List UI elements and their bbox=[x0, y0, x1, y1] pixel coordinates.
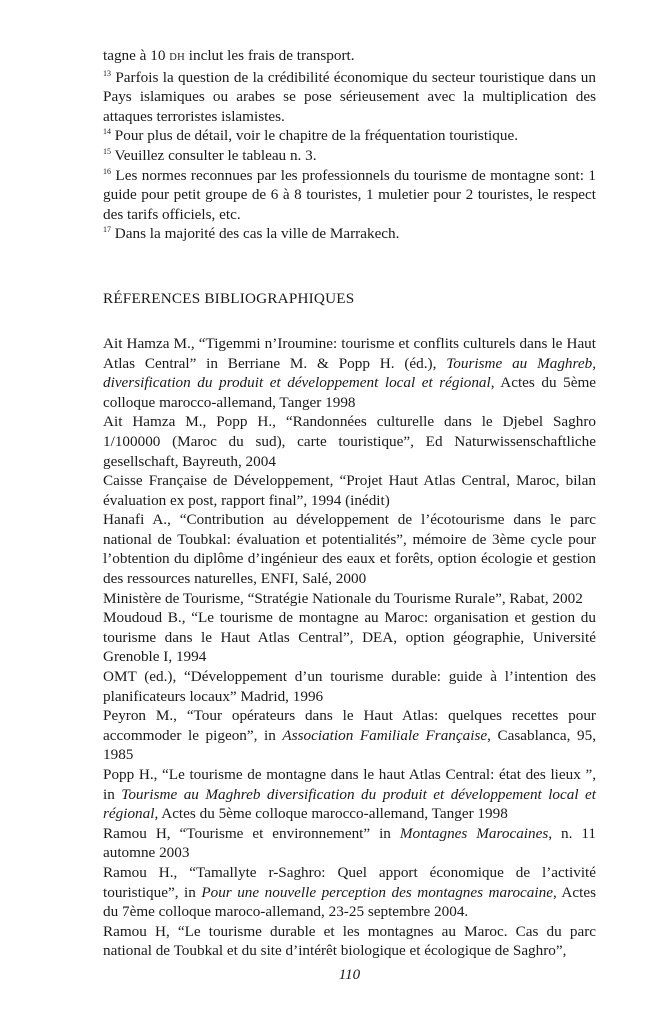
section-heading: RÉFERENCES BIBLIOGRAPHIQUES bbox=[103, 289, 355, 307]
footnote bbox=[103, 68, 596, 127]
text-run: Ministère de Tourisme, “Stratégie Nationale du Tourisme Rurale”, Rabat, 2002 bbox=[103, 589, 583, 607]
text-run: Moudoud B., “Le tourisme de montagne au Maroc: organisation et gestion du tourisme dans le Haut Atlas Central”, DEA, option géographie, Université Grenoble I, 1994 bbox=[103, 609, 596, 666]
footnote-number: 16 bbox=[103, 166, 111, 176]
text-run: Dans la majorité des cas la ville de Marrakech. bbox=[111, 225, 400, 243]
text-run: Ramou H, “Tourisme et environnement” in bbox=[103, 824, 400, 842]
bibliography-entry bbox=[103, 608, 596, 667]
footnote-number: 15 bbox=[103, 146, 111, 156]
bibliography-entry bbox=[103, 863, 596, 922]
bibliography-entry bbox=[103, 922, 596, 961]
footnote-number: 13 bbox=[103, 68, 111, 78]
footnotes bbox=[103, 46, 596, 244]
italic-title: Montagnes Marocaines bbox=[399, 824, 549, 842]
bibliography-entry bbox=[103, 334, 596, 412]
italic-title: Pour une nouvelle perception des montagnes marocaine bbox=[201, 883, 553, 901]
text-run: Peyron M., “Tour opérateurs dans le Haut Atlas: quelques recettes pour accommoder le pigeon”, in bbox=[103, 707, 596, 744]
text-run: inclut les frais de transport. bbox=[184, 47, 355, 64]
text-run: DH bbox=[169, 52, 185, 63]
text-run: Les normes reconnues par les professionnels du tourisme de montagne sont: 1 guide pour petit groupe de 6 à 8 touristes, 1 muletier pour 2 touristes, le respect des tarifs officiels, etc. bbox=[103, 166, 596, 223]
text-run: Pour plus de détail, voir le chapitre de la fréquentation touristique. bbox=[111, 127, 518, 145]
bibliography-entry bbox=[103, 589, 596, 609]
text-run: Popp H., “Le tourisme de montagne dans le haut Atlas Central: état des lieux ”, in bbox=[103, 766, 596, 803]
bibliography-entry bbox=[103, 412, 596, 471]
footnote bbox=[103, 224, 596, 244]
footnote bbox=[103, 46, 596, 68]
text-run: Caisse Française de Développement, “Projet Haut Atlas Central, Maroc, bilan évaluation ex post, rapport final”, 1994 (inédit) bbox=[103, 472, 596, 509]
text-run: Veuillez consulter le tableau n. 3. bbox=[111, 146, 317, 164]
footnote bbox=[103, 146, 596, 166]
text-run: , n. 11 automne 2003 bbox=[103, 824, 596, 862]
bibliography-entry bbox=[103, 824, 596, 863]
text-run: Ramou H., “Tamallyte r-Saghro: Quel apport économique de l’activité touristique”, in bbox=[103, 863, 596, 901]
italic-title: Tourisme au Maghreb, diversification du produit et développement local et régional bbox=[103, 354, 597, 392]
text-run: , Actes du 5ème colloque marocco-allemand, Tanger 1998 bbox=[154, 805, 508, 823]
bibliography-entry bbox=[103, 765, 596, 824]
text-run: Ramou H, “Le tourisme durable et les montagnes au Maroc. Cas du parc national de Toubkal et du site d’intérêt biologique et écologique de Saghro”, bbox=[103, 922, 596, 960]
text-run: , Actes du 7ème colloque maroco-allemand, 23-25 septembre 2004. bbox=[103, 883, 596, 921]
bibliography-list bbox=[103, 334, 596, 961]
text-run: Ait Hamza M., Popp H., “Randonnées culturelle dans le Djebel Saghro 1/100000 (Maroc du sud), carte touristique”, Ed Naturwissenschaftliche gesellschaft, Bayreuth, 2004 bbox=[103, 413, 596, 470]
page-number: 110 bbox=[338, 967, 361, 983]
footnote bbox=[103, 166, 596, 225]
italic-title: Association Familiale Française bbox=[282, 726, 488, 744]
footnote-number: 17 bbox=[103, 225, 111, 235]
text-run: tagne à 10 bbox=[103, 47, 170, 64]
text-run: , Casablanca, 95, 1985 bbox=[103, 726, 597, 764]
footnote-number: 14 bbox=[103, 127, 111, 137]
text-run: Hanafi A., “Contribution au développement de l’écotourisme dans le parc national de Toubkal: évaluation et potentialités”, mémoire de 3ème cycle pour l’obtention du diplôme d’ingénieur des eaux et forêts, option écologie et gestion des ressources naturelles, ENFI, Salé, 2000 bbox=[103, 511, 596, 588]
bibliography-entry bbox=[103, 510, 596, 588]
text-run: Parfois la question de la crédibilité économique du secteur touristique dans un Pays islamiques ou arabes se pose sérieusement avec la multiplication des attaques terroristes islamistes. bbox=[103, 68, 596, 125]
text-run: OMT (ed.), “Développement d’un tourisme durable: guide à l’intention des planificateurs locaux” Madrid, 1996 bbox=[103, 668, 596, 705]
bibliography-entry bbox=[103, 667, 596, 706]
bibliography-entry bbox=[103, 706, 596, 765]
text-run: , Actes du 5ème colloque marocco-allemand, Tanger 1998 bbox=[103, 374, 597, 411]
italic-title: Tourisme au Maghreb diversification du produit et développement local et régional bbox=[103, 785, 596, 823]
text-run: Ait Hamza M., “Tigemmi n’Iroumine: tourisme et conflits culturels dans le Haut Atlas Central” in Berriane M. & Popp H. (éd.), bbox=[103, 334, 596, 372]
bibliography-entry bbox=[103, 471, 596, 510]
footnote bbox=[103, 126, 596, 146]
